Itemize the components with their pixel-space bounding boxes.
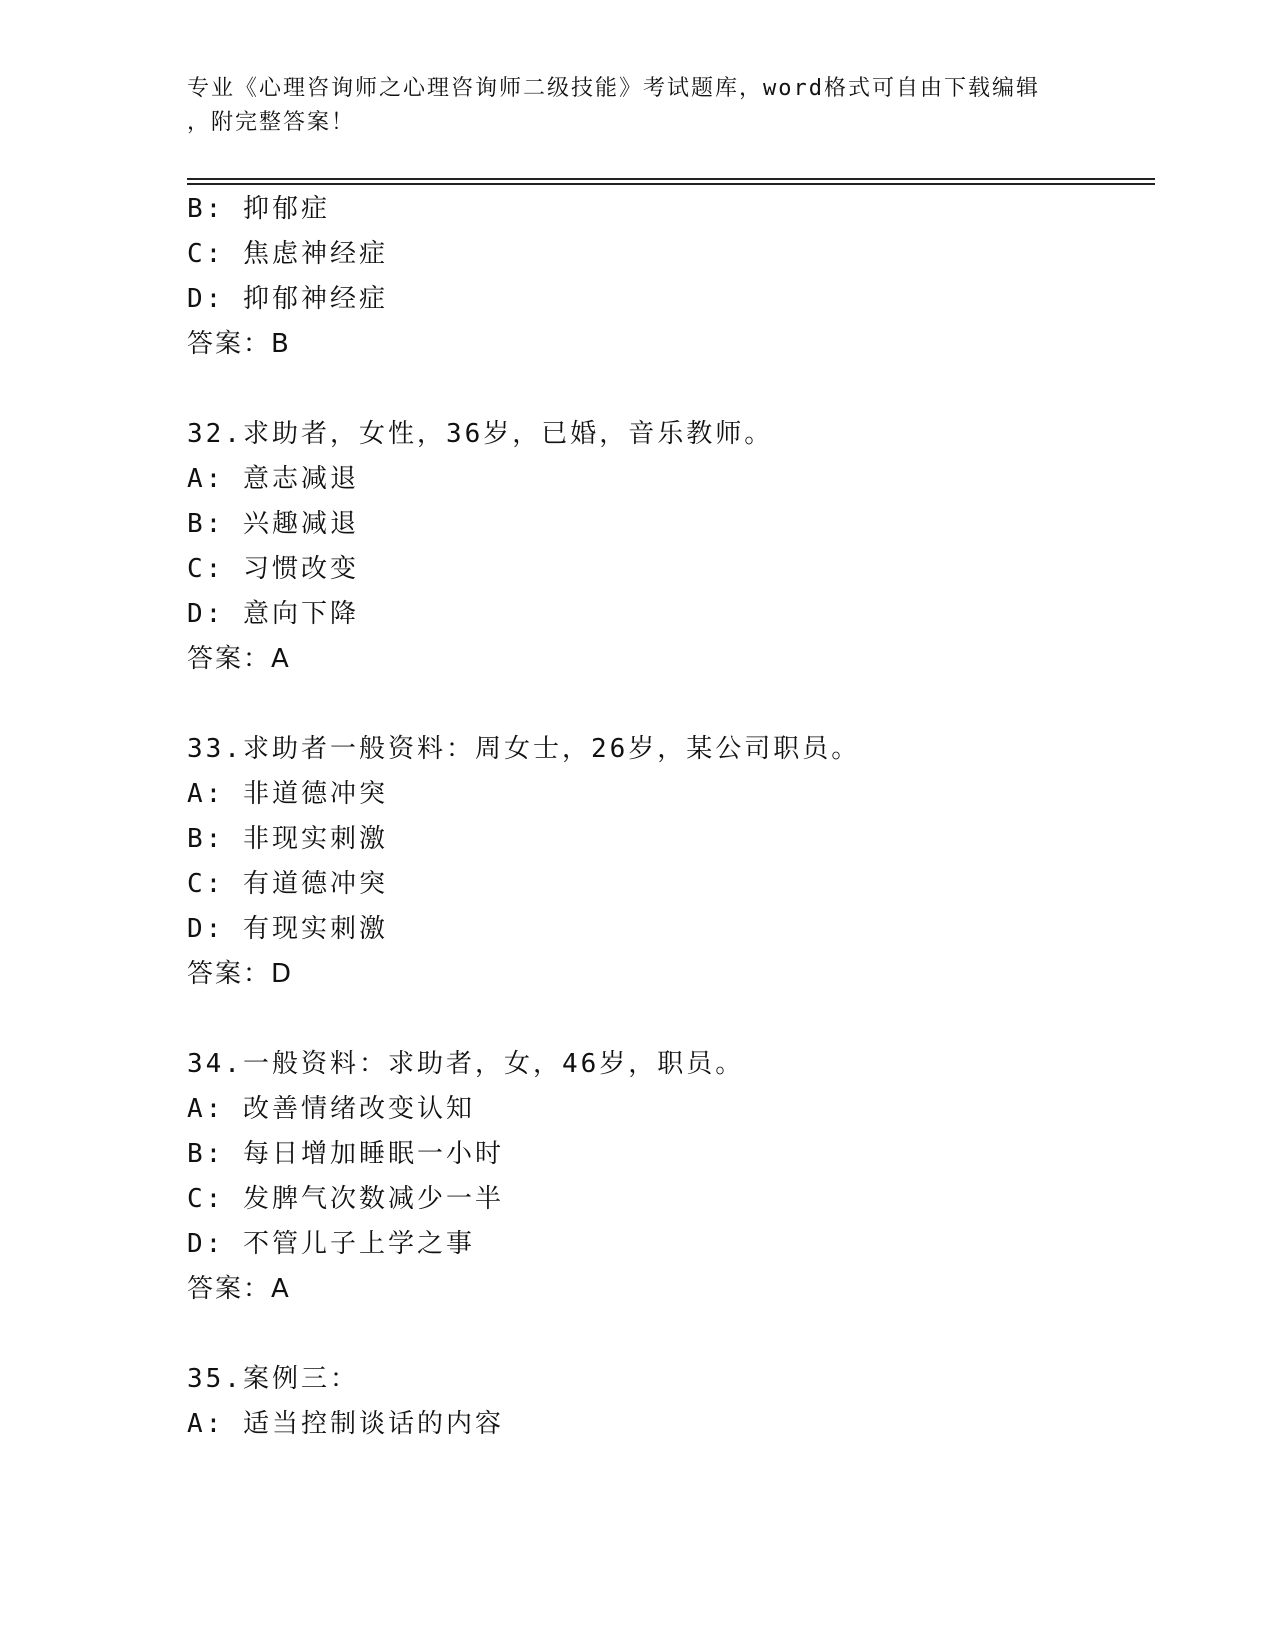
- option-b: B: 抑郁症: [187, 194, 330, 224]
- option-b: B: 每日增加睡眠一小时: [187, 1139, 504, 1169]
- answer-line: 答案：A: [187, 1274, 291, 1304]
- option-b: B: 兴趣减退: [187, 509, 359, 539]
- option-d: D: 不管儿子上学之事: [187, 1229, 475, 1259]
- option-d: D: 抑郁神经症: [187, 284, 388, 314]
- option-a: A: 适当控制谈话的内容: [187, 1409, 504, 1439]
- header-divider-bottom: [187, 183, 1155, 185]
- option-c: C: 发脾气次数减少一半: [187, 1184, 504, 1214]
- option-d: D: 有现实刺激: [187, 914, 388, 944]
- document-header: [187, 72, 1087, 140]
- option-a: A: 改善情绪改变认知: [187, 1094, 475, 1124]
- header-line-2: ，附完整答案！: [187, 110, 356, 135]
- header-line-1: 专业《心理咨询师之心理咨询师二级技能》考试题库，word格式可自由下载编辑: [187, 76, 1040, 101]
- option-a: A: 非道德冲突: [187, 779, 388, 809]
- question-stem: 32.求助者，女性，36岁，已婚，音乐教师。: [187, 419, 774, 449]
- answer-line: 答案：B: [187, 329, 291, 359]
- question-stem: 33.求助者一般资料：周女士，26岁，某公司职员。: [187, 734, 861, 764]
- option-c: C: 焦虑神经症: [187, 239, 388, 269]
- option-c: C: 有道德冲突: [187, 869, 388, 899]
- header-divider-top: [187, 178, 1155, 180]
- option-c: C: 习惯改变: [187, 554, 359, 584]
- answer-line: 答案：D: [187, 959, 294, 989]
- option-b: B: 非现实刺激: [187, 824, 388, 854]
- answer-line: 答案：A: [187, 644, 291, 674]
- option-a: A: 意志减退: [187, 464, 359, 494]
- question-stem: 34.一般资料：求助者，女，46岁，职员。: [187, 1049, 745, 1079]
- question-stem: 35.案例三：: [187, 1364, 359, 1394]
- option-d: D: 意向下降: [187, 599, 359, 629]
